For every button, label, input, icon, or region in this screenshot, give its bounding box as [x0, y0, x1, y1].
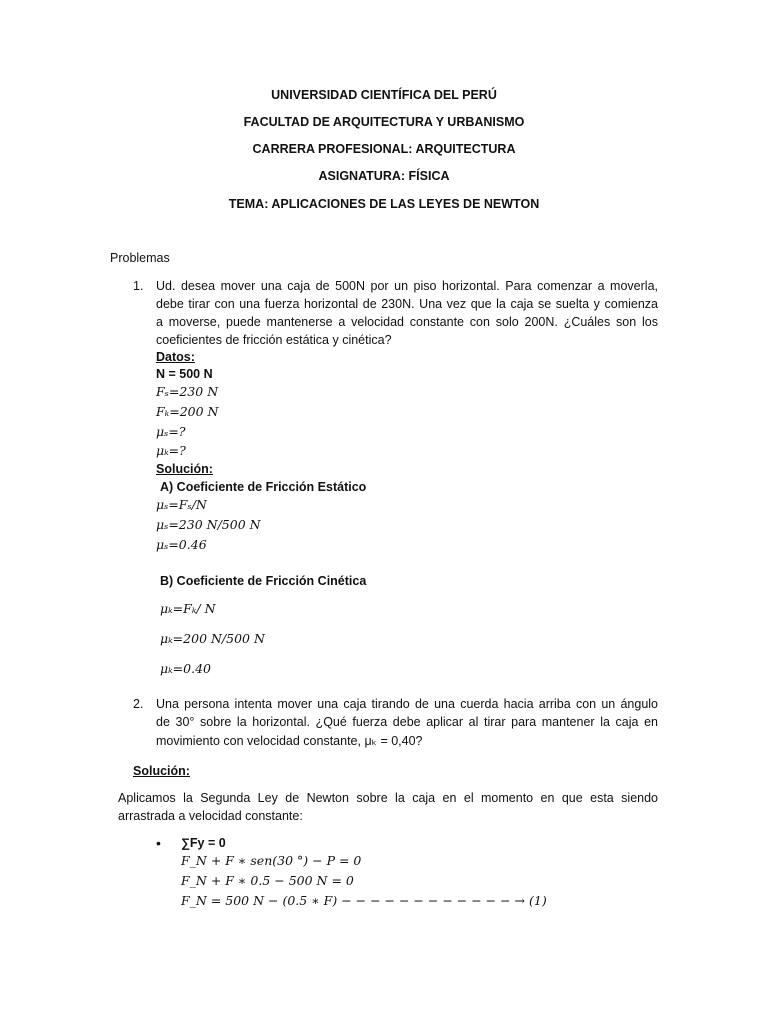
faculty-name: FACULTAD DE ARQUITECTURA Y URBANISMO: [243, 115, 525, 129]
part-a-eq-1: μₛ=Fₛ/N: [156, 497, 207, 512]
problem-2-number: 2.: [133, 697, 144, 711]
problem-2-line-1: Una persona intenta mover una caja tirando de una cuerda hacia arriba con un ángulo: [156, 697, 658, 711]
part-a-eq-2: μₛ=230 N/500 N: [156, 517, 261, 532]
dato-kinetic-force: Fₖ=200 N: [156, 404, 219, 419]
problem-1-line-1: Ud. desea mover una caja de 500N por un piso horizontal. Para comenzar a moverla,: [156, 279, 658, 293]
datos-label: Datos:: [156, 350, 195, 364]
solucion-1-label: Solución:: [156, 462, 213, 476]
equation-1: F_N + F ∗ sen(30 °) − P = 0: [181, 853, 362, 868]
part-a-eq-3: μₛ=0.46: [156, 537, 207, 552]
solucion-2-label: Solución:: [133, 764, 190, 778]
bullet-icon: •: [156, 835, 161, 851]
dato-mu-kinetic: μₖ=?: [156, 443, 186, 458]
sum-fy-label: ∑Fy = 0: [181, 836, 226, 850]
problem-1-line-2: debe tirar con una fuerza horizontal de 230N. Una vez que la caja se suelta y comienza: [156, 297, 658, 311]
problem-1-number: 1.: [133, 279, 144, 293]
part-b-eq-2: μₖ=200 N/500 N: [160, 631, 265, 646]
part-a-title: A) Coeficiente de Fricción Estático: [160, 480, 367, 494]
problem-2-line-3: movimiento con velocidad constante, μₖ = 0,40?: [156, 734, 423, 748]
problem-2-line-2: de 30° sobre la horizontal. ¿Qué fuerza debe aplicar al tirar para mantener la caja en: [156, 715, 658, 729]
part-b-title: B) Coeficiente de Fricción Cinética: [160, 574, 367, 588]
dato-mu-static: μₛ=?: [156, 424, 186, 439]
problem-1-line-4: coeficientes de fricción estática y cinética?: [156, 333, 392, 347]
part-b-eq-1: μₖ=Fₖ/ N: [160, 601, 216, 616]
part-b-eq-3: μₖ=0.40: [160, 661, 211, 676]
topic-title: TEMA: APLICACIONES DE LAS LEYES DE NEWTON: [228, 197, 540, 211]
problem-1-line-3: a moverse, puede mantenerse a velocidad constante con solo 200N. ¿Cuáles son los: [156, 315, 658, 329]
university-name: UNIVERSIDAD CIENTÍFICA DEL PERÚ: [271, 88, 497, 102]
dato-static-force: Fₛ=230 N: [156, 384, 219, 399]
subject-name: ASIGNATURA: FÍSICA: [318, 169, 450, 183]
section-title: Problemas: [110, 251, 170, 265]
equation-3: F_N = 500 N − (0.5 ∗ F) − − − − − − − − − − − − → (1): [181, 893, 547, 908]
intro-line-2: arrastrada a velocidad constante:: [118, 809, 303, 823]
dato-normal-force: N = 500 N: [156, 367, 213, 381]
career-name: CARRERA PROFESIONAL: ARQUITECTURA: [252, 142, 516, 156]
equation-2: F_N + F ∗ 0.5 − 500 N = 0: [181, 873, 354, 888]
intro-line-1: Aplicamos la Segunda Ley de Newton sobre la caja en el momento en que esta siendo: [118, 791, 658, 805]
